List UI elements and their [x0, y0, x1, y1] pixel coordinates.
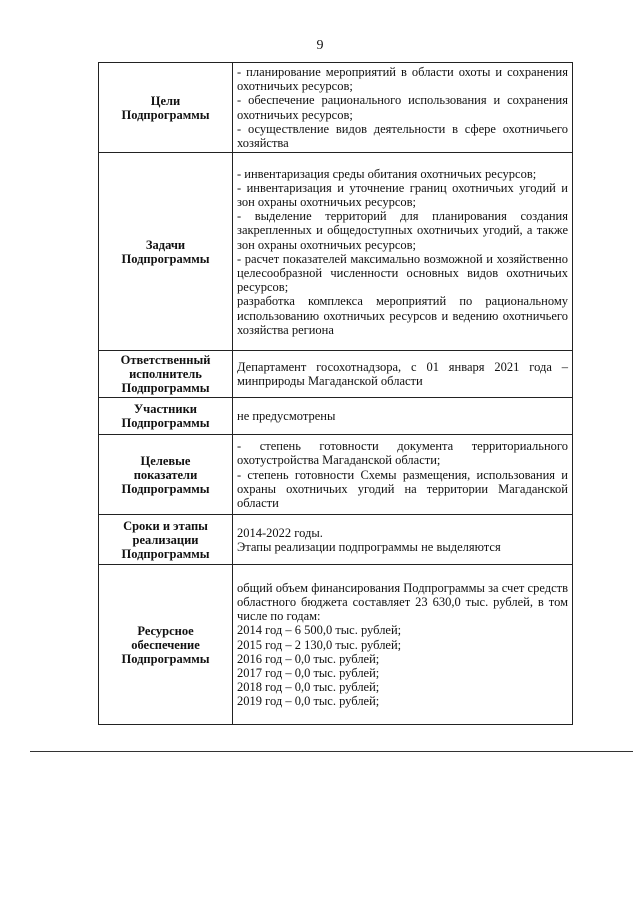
row-label: [99, 153, 233, 351]
value-line: Департамент госохотнадзора, с 01 января 2021 года – минприроды Магаданской области: [237, 360, 568, 389]
row-value: [233, 63, 573, 153]
row-terms-stages: [99, 515, 573, 565]
row-label: [99, 565, 233, 725]
value-line: 2017 год – 0,0 тыс. рублей;: [237, 666, 380, 681]
value-line: общий объем финансирования Подпрограммы за счет средств областного бюджета составляет 23 630,0 тыс. рублей, в том числе по годам:: [237, 580, 568, 624]
value-line: - степень готовности Схемы размещения, использования и охраны охотничьих угодий на территории Магаданской области: [237, 467, 568, 511]
value-line: 2015 год – 2 130,0 тыс. рублей;: [237, 637, 402, 652]
value-line: 2018 год – 0,0 тыс. рублей;: [237, 680, 380, 695]
value-line: - инвентаризация и уточнение границ охотничьих угодий и зон охраны охотничьих ресурсов;: [237, 180, 568, 209]
row-value: [233, 515, 573, 565]
row-label: [99, 515, 233, 565]
row-value: [233, 565, 573, 725]
label-text: Ответственный исполнитель Подпрограммы: [120, 353, 211, 396]
row-label: [99, 63, 233, 153]
row-target-indicators: [99, 435, 573, 515]
row-label: [99, 351, 233, 398]
bottom-divider: [30, 751, 633, 752]
row-value: [233, 153, 573, 351]
row-label: [99, 398, 233, 435]
value-line: - инвентаризация среды обитания охотничьих ресурсов;: [237, 166, 537, 181]
row-responsible-executor: [99, 351, 573, 398]
label-text: Сроки и этапы реализации Подпрограммы: [121, 518, 210, 561]
value-line: - расчет показателей максимально возможной и хозяйственно целесообразной численности основных видов охотничьих ресурсов;: [237, 251, 568, 295]
value-line: 2016 год – 0,0 тыс. рублей;: [237, 651, 380, 666]
label-text: Участники Подпрограммы: [121, 402, 210, 431]
value-line: - степень готовности документа территориального охотустройства Магаданской области;: [237, 439, 568, 468]
value-line: - планирование мероприятий в области охоты и сохранения охотничьих ресурсов;: [237, 65, 568, 94]
row-value: [233, 351, 573, 398]
subprogram-passport-table: [98, 62, 573, 725]
row-label: [99, 435, 233, 515]
row-participants: [99, 398, 573, 435]
row-value: [233, 398, 573, 435]
value-line: разработка комплекса мероприятий по рациональному использованию охотничьих ресурсов и ведению охотничьего хозяйства региона: [237, 294, 568, 337]
value-line: Этапы реализации подпрограммы не выделяются: [237, 539, 501, 554]
row-tasks: [99, 153, 573, 351]
label-text: Цели Подпрограммы: [121, 93, 210, 122]
label-text: Целевые показатели Подпрограммы: [121, 453, 210, 496]
value-line: 2014-2022 годы.: [237, 525, 323, 540]
row-resource-provision: [99, 565, 573, 725]
value-line: 2014 год – 6 500,0 тыс. рублей;: [237, 623, 402, 638]
value-line: - выделение территорий для планирования создания закрепленных и общедоступных охотничьих угодий, а также зон охраны охотничьих ресурсов;: [237, 209, 568, 252]
label-text: Задачи Подпрограммы: [121, 237, 210, 266]
page-number: 9: [316, 38, 324, 53]
row-goals: [99, 63, 573, 153]
label-text: Ресурсное обеспечение Подпрограммы: [121, 623, 210, 666]
value-line: 2019 год – 0,0 тыс. рублей;: [237, 694, 380, 709]
value-line: - осуществление видов деятельности в сфере охотничьего хозяйства: [237, 121, 568, 151]
value-line: - обеспечение рационального использования и сохранения охотничьих ресурсов;: [237, 93, 568, 122]
value-line: не предусмотрены: [237, 409, 336, 424]
row-value: [233, 435, 573, 515]
